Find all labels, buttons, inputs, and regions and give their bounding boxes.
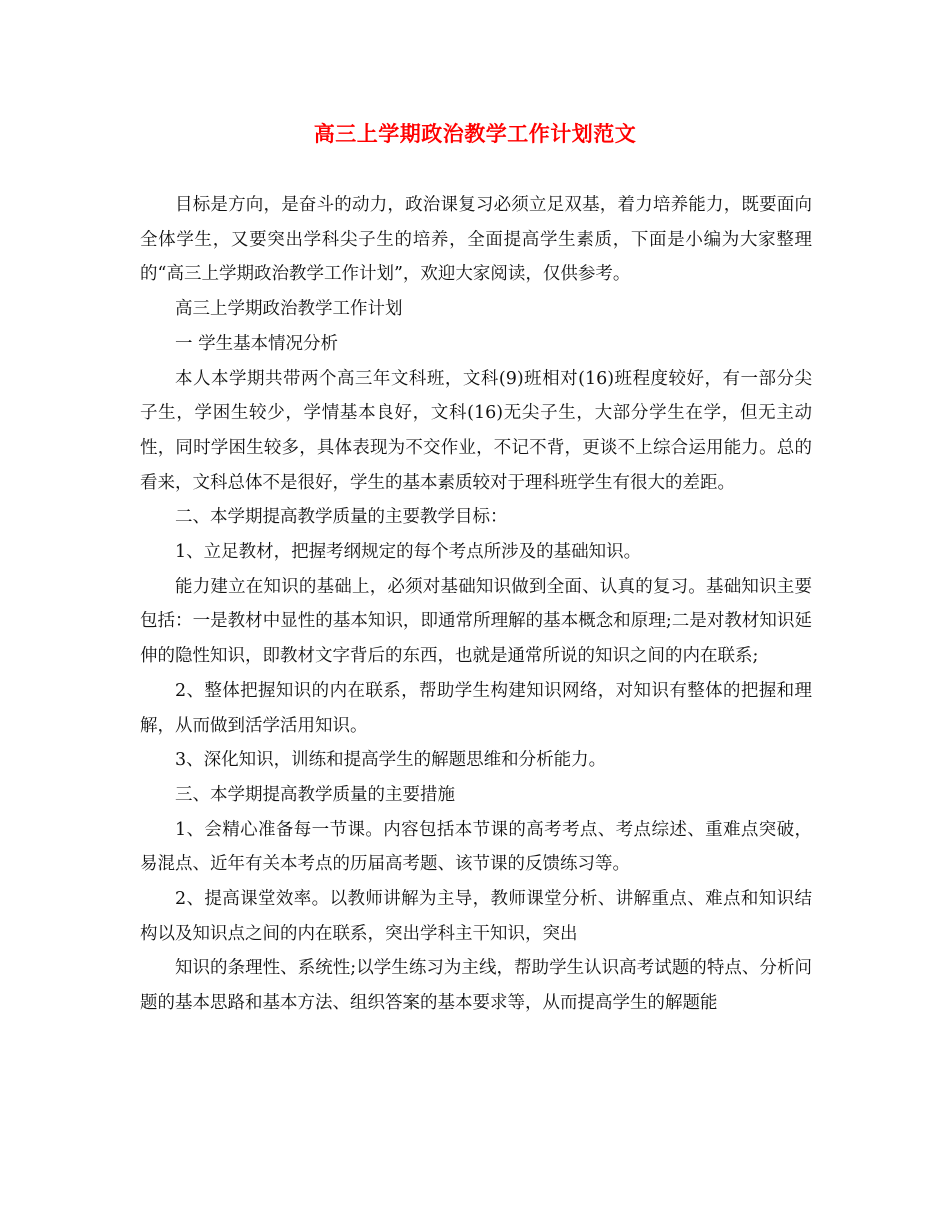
goal-item-1: 1、立足教材，把握考纲规定的每个考点所涉及的基础知识。 bbox=[175, 542, 642, 563]
measure-item-1: 1、会精心准备每一节课。内容包括本节课的高考考点、考点综述、重难点突破，易混点、近年有关本考点的历届高考题、该节课的反馈练习等。 bbox=[140, 819, 812, 875]
section-heading-3: 三、本学期提高教学质量的主要措施 bbox=[175, 784, 455, 805]
goal-item-3: 3、深化知识，训练和提高学生的解题思维和分析能力。 bbox=[175, 750, 607, 771]
document-body bbox=[140, 188, 812, 1021]
paragraph-subtitle: 高三上学期政治教学工作计划 bbox=[175, 299, 403, 320]
paragraph-student-analysis: 本人本学期共带两个高三年文科班，文科(9)班相对(16)班程度较好，有一部分尖子生，学困生较少，学情基本良好，文科(16)无尖子生，大部分学生在学，但无主动性，同时学困生较多，具体表现为不交作业，不记不背，更谈不上综合运用能力。总的看来，文科总体不是很好，学生的基本素质较对于理科班学生有很大的差距。 bbox=[140, 368, 812, 493]
section-heading-2: 二、本学期提高教学质量的主要教学目标： bbox=[175, 507, 508, 528]
paragraph-intro: 目标是方向，是奋斗的动力，政治课复习必须立足双基，着力培养能力，既要面向全体学生，又要突出学科尖子生的培养，全面提高学生素质，下面是小编为大家整理的“高三上学期政治教学工作计划”，欢迎大家阅读，仅供参考。 bbox=[140, 195, 812, 285]
document-title: 高三上学期政治教学工作计划范文 bbox=[313, 121, 637, 146]
paragraph-goal-1-detail: 能力建立在知识的基础上，必须对基础知识做到全面、认真的复习。基础知识主要包括：一是教材中显性的基本知识，即通常所理解的基本概念和原理;二是对教材知识延伸的隐性知识，即教材文字背后的东西，也就是通常所说的知识之间的内在联系; bbox=[140, 576, 812, 667]
paragraph-measure-2-continued: 知识的条理性、系统性;以学生练习为主线，帮助学生认识高考试题的特点、分析问题的基本思路和基本方法、组织答案的基本要求等，从而提高学生的解题能 bbox=[140, 958, 812, 1014]
goal-item-2: 2、整体把握知识的内在联系，帮助学生构建知识网络，对知识有整体的把握和理解，从而做到活学活用知识。 bbox=[140, 680, 812, 736]
measure-item-2: 2、提高课堂效率。以教师讲解为主导，教师课堂分析、讲解重点、难点和知识结构以及知识点之间的内在联系，突出学科主干知识，突出 bbox=[140, 889, 812, 944]
section-heading-1: 一 学生基本情况分析 bbox=[175, 333, 339, 354]
